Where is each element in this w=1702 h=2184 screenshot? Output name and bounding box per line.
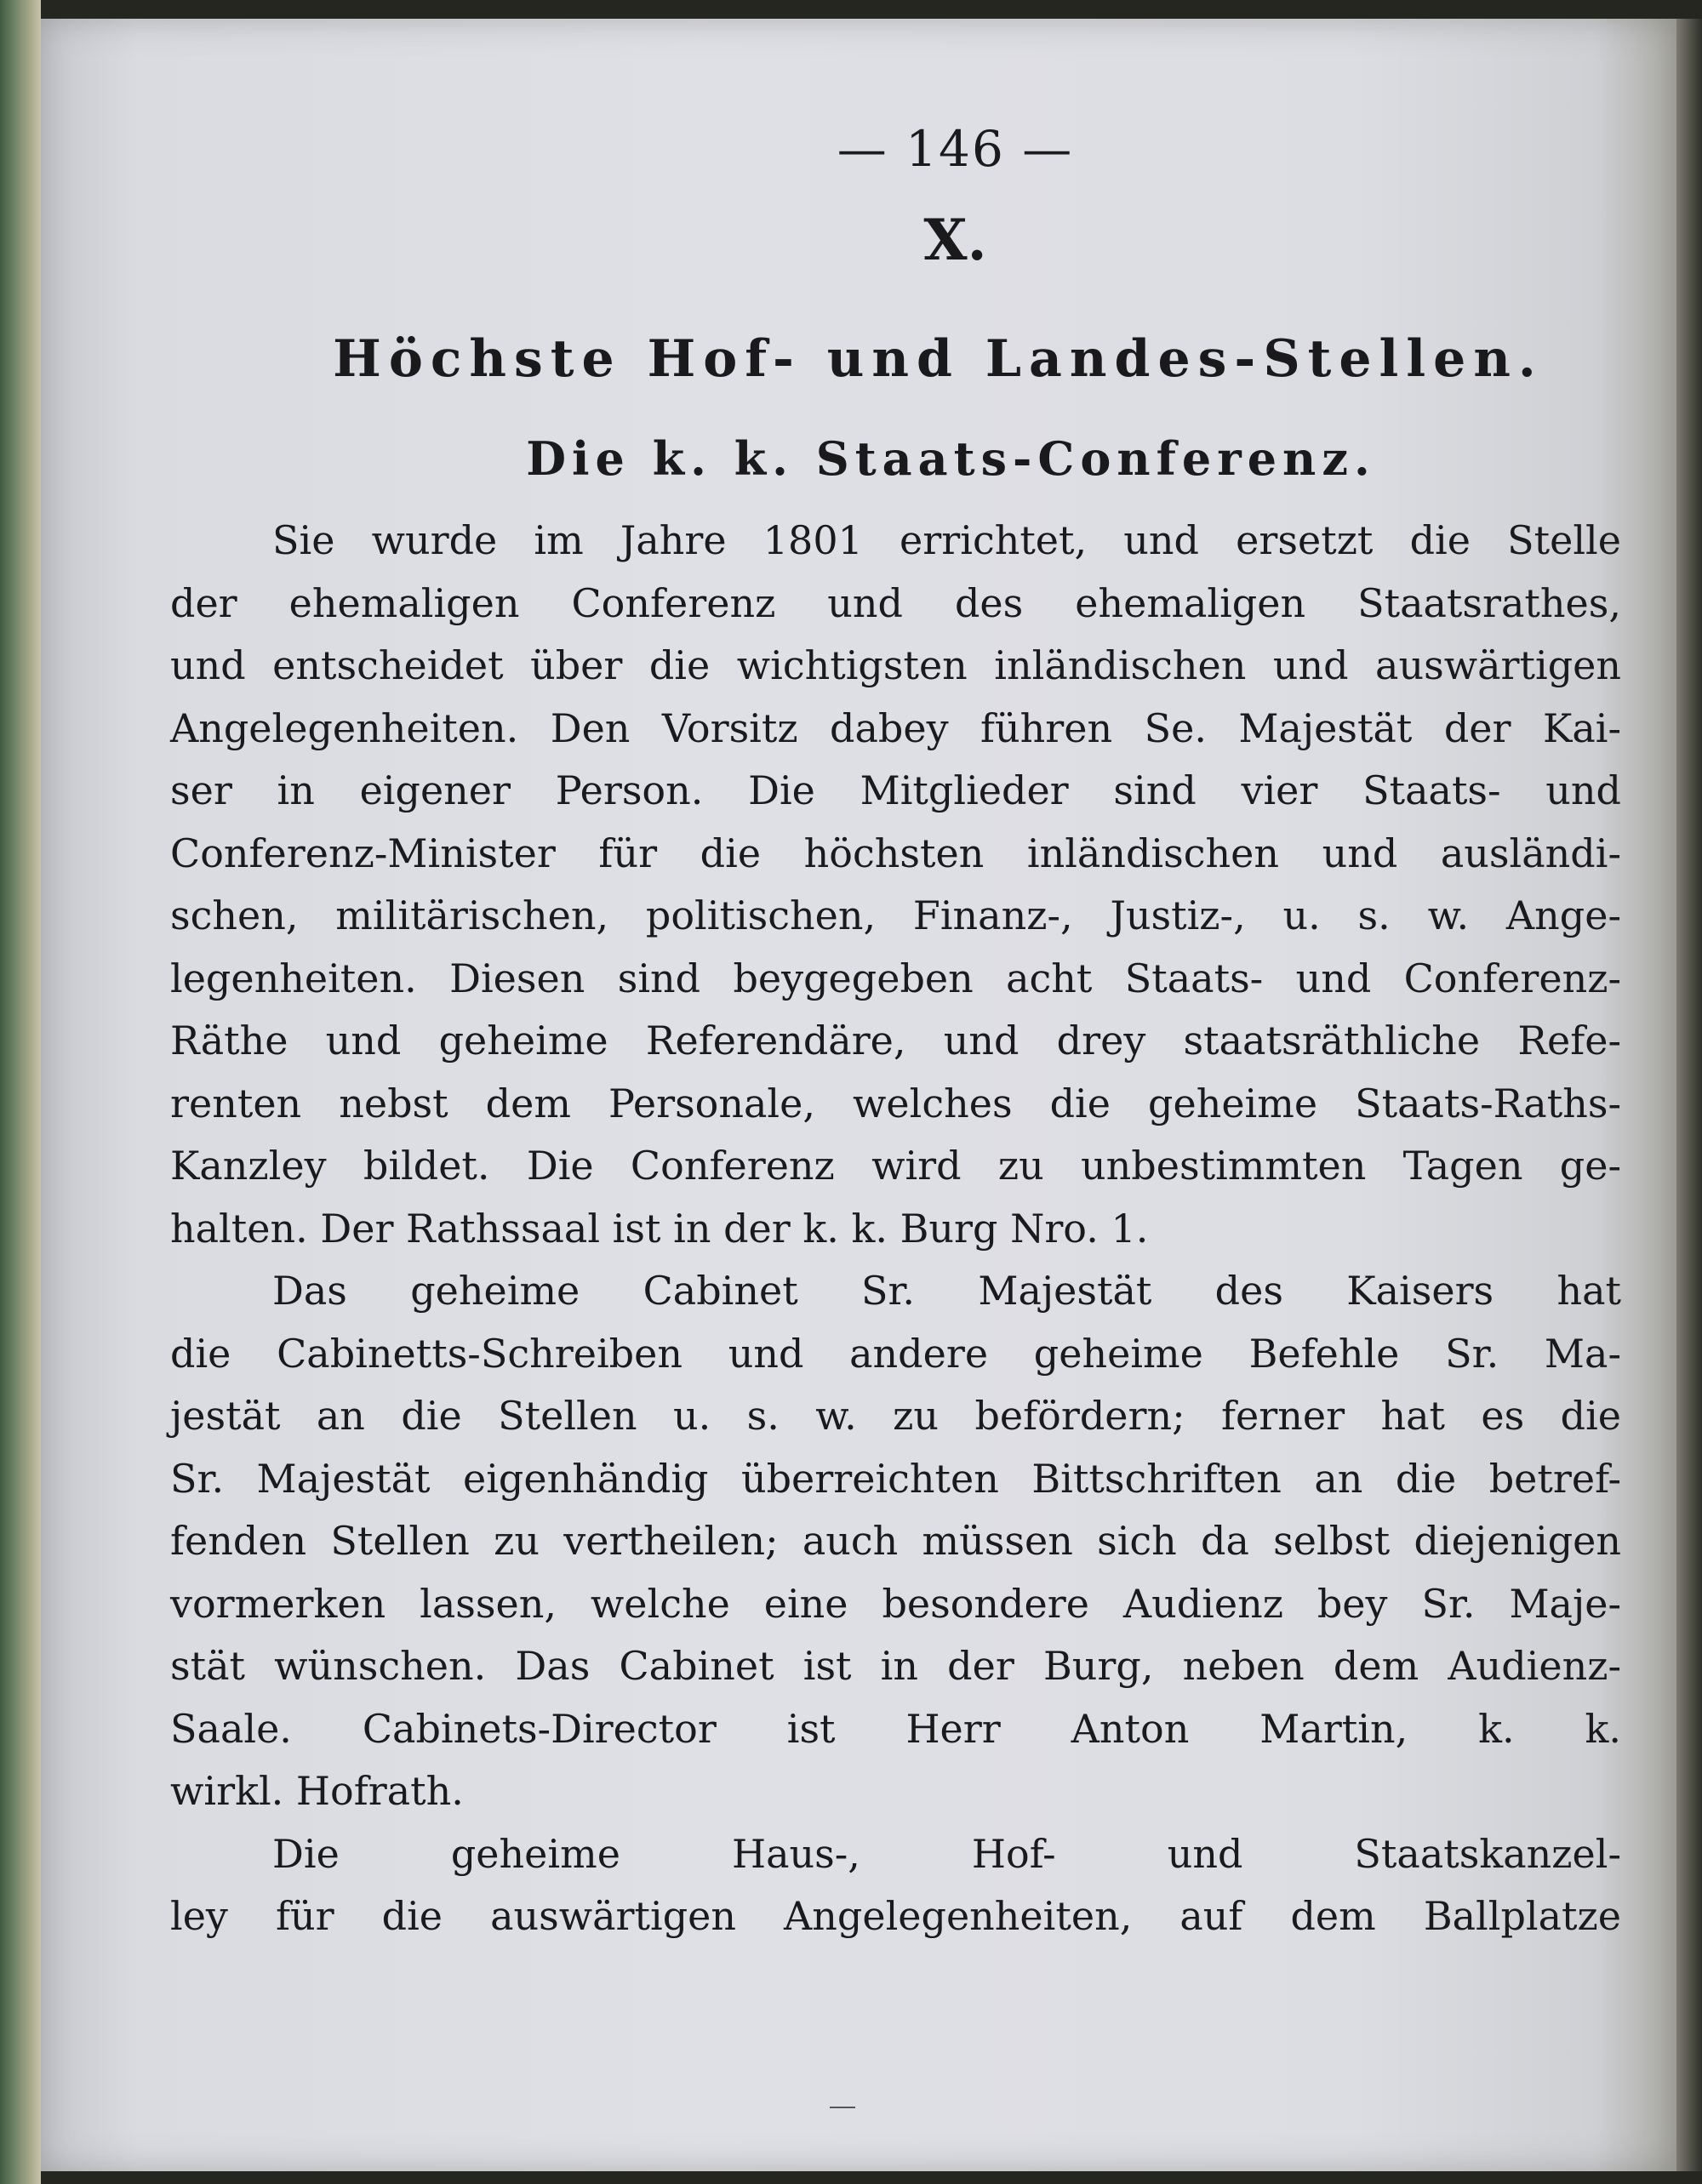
text-line: jestät an die Stellen u. s. w. zu befördern; ferner hat es die: [170, 1393, 1621, 1439]
paragraph-staats-conferenz: [170, 510, 1621, 1260]
text-line: vormerken lassen, welche eine besondere Audienz bey Sr. Maje-: [170, 1580, 1621, 1627]
text-line: und entscheidet über die wichtigsten inländischen und auswärtigen: [170, 642, 1621, 688]
text-line: stät wünschen. Das Cabinet ist in der Burg, neben dem Audienz-: [170, 1643, 1621, 1689]
text-line: Kanzley bildet. Die Conferenz wird zu unbestimmten Tagen ge-: [170, 1143, 1621, 1189]
chapter-title: Höchste Hof- und Landes-Stellen.: [333, 329, 1544, 389]
text-line: der ehemaligen Conferenz und des ehemaligen Staatsrathes,: [170, 579, 1621, 626]
book-spine: [0, 0, 41, 2184]
text-line: die Cabinetts-Schreiben und andere geheime Befehle Sr. Ma-: [170, 1330, 1621, 1377]
text-line: fenden Stellen zu vertheilen; auch müssen sich da selbst diejenigen: [170, 1518, 1621, 1564]
text-line: renten nebst dem Personale, welches die geheime Staats-Raths-: [170, 1080, 1621, 1126]
text-line: wirkl. Hofrath.: [170, 1768, 464, 1814]
text-line: Sie wurde im Jahre 1801 errichtet, und ersetzt die Stelle: [272, 517, 1621, 563]
text-line: ley für die auswärtigen Angelegenheiten, auf dem Ballplatze: [170, 1893, 1621, 1939]
text-line: Conferenz-Minister für die höchsten inländischen und ausländi-: [170, 830, 1621, 876]
paragraph-geheimes-cabinet: [170, 1260, 1621, 1823]
text-line: Angelegenheiten. Den Vorsitz dabey führen Se. Majestät der Kai-: [170, 704, 1621, 751]
section-subtitle: Die k. k. Staats-Conferenz.: [526, 431, 1376, 486]
section-number: X.: [923, 207, 987, 273]
text-line: Das geheime Cabinet Sr. Majestät des Kaisers hat: [272, 1268, 1621, 1314]
text-line: Sr. Majestät eigenhändig überreichten Bittschriften an die betref-: [170, 1455, 1621, 1502]
text-line: ser in eigener Person. Die Mitglieder sind vier Staats- und: [170, 767, 1621, 813]
text-line: Räthe und geheime Referendäre, und drey staatsräthliche Refe-: [170, 1018, 1621, 1063]
printer-mark: [830, 2107, 855, 2108]
page-edge: [1676, 19, 1702, 2171]
text-line: Die geheime Haus-, Hof- und Staatskanzel-: [272, 1830, 1621, 1877]
text-line: schen, militärischen, politischen, Finanz-, Justiz-, u. s. w. Ange-: [170, 892, 1621, 938]
text-line: Saale. Cabinets-Director ist Herr Anton Martin, k. k.: [170, 1705, 1621, 1752]
text-line: legenheiten. Diesen sind beygegeben acht Staats- und Conferenz-: [170, 955, 1621, 1001]
page-number: — 146 —: [837, 120, 1074, 178]
paragraph-staatskanzley: [170, 1823, 1621, 1948]
page-text: [170, 115, 1621, 1948]
text-line: halten. Der Rathssaal ist in der k. k. Burg Nro. 1.: [170, 1205, 1149, 1252]
